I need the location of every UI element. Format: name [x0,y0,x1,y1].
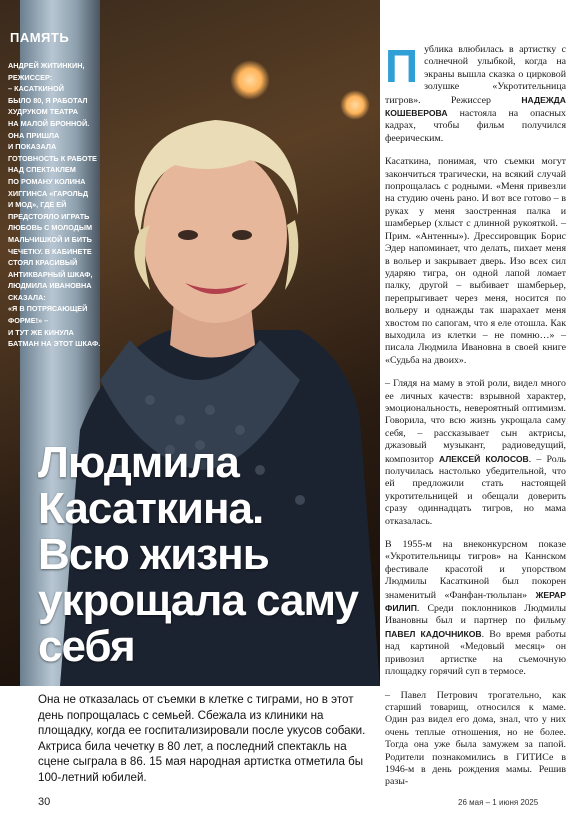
text-run: настояла на опасных кадрах, чтобы фильм получился феерическим. [385,108,566,144]
quote-line: ЛЮДМИЛА ИВАНОВНА [8,281,92,291]
article-paragraph [385,40,566,145]
quote-line: ОНА ПРИШЛА [8,130,60,140]
headline-line: себя [38,622,135,671]
issue-dates: 26 мая – 1 июня 2025 [458,798,539,807]
quote-line: – КАСАТКИНОЙ [8,84,64,94]
quote-line: И ПОКАЗАЛА [8,142,57,152]
headline-line: Касаткина. [38,484,264,533]
article-paragraph [385,378,566,528]
person-name: ЖЕРАР ФИЛИП [385,589,566,614]
quote-line: И МОД», ГДЕ ЕЙ [8,200,67,210]
headline [38,440,378,670]
quote-line: И ТУТ ЖЕ КИНУЛА [8,327,74,337]
quote-line: ХУДРУКОМ ТЕАТРА [8,107,78,117]
drop-cap: П [385,40,419,92]
quote-line: ПРЕДСТОЯЛО ИГРАТЬ [8,211,90,221]
text-run: – Глядя на маму в этой роли, видел много ее личных качеств: взрывной характер, эмоциональность, невероятный оптимизм. Говорила, что всю жизнь укрощала саму себя, – рассказывает сын актрисы, джазовый музыкант, радиоведущий, композитор [385,378,566,465]
text-run: . – Роль получилась настолько убедительной, что ей предложили стать настоящей укротительницей и обещали доверить сразу одиннадцать тигров, но мама отказалась. [385,453,566,527]
article-paragraph: – Павел Петрович трогательно, как старший товарищ, относился к маме. Один раз видел его дома, знал, что у них очень теплые отношения, но не более. Тогда она уже была замужем за папой. Родители познакомились в ГИТИСе в 1946-м в день рождения мамы. Решив разы- [385,689,566,788]
side-quote [8,60,104,350]
quote-line: БЫЛО 80, Я РАБОТАЛ [8,95,88,105]
quote-line: НАД СПЕКТАКЛЕМ [8,165,76,175]
text-run: . Среди поклонников Людмилы Ивановны был и партнер по фильму [385,603,566,627]
person-name: НАДЕЖДА КОШЕВЕРОВА [385,94,566,119]
headline-line: Всю жизнь [38,530,269,579]
quote-line: СКАЗАЛА: [8,292,46,302]
person-name: ПАВЕЛ КАДОЧНИКОВ [385,628,482,639]
article-column [385,40,567,800]
headline-line: укрощала саму [38,576,358,625]
quote-line: АНДРЕЙ ЖИТИНКИН, [8,61,85,70]
text-run: В 1955-м на внеконкурсном показе «Укротительницы тигров» на Каннском фестивале красотой и упорством Людмилы Касаткиной был покорен знаменитый «Фанфан-тюльпан» [385,539,566,601]
article-paragraph [385,539,566,678]
quote-line: ПО РОМАНУ КОЛИНА [8,176,86,186]
headline-line: Людмила [38,438,239,487]
quote-line: СТОЯЛ КРАСИВЫЙ [8,258,78,268]
page-number: 30 [38,796,51,808]
quote-line: МАЛЬЧИШКОЙ И БИТЬ [8,234,92,244]
quote-line: ФОРМЕ!» – [8,316,49,326]
quote-line: ЛЮБОВЬ С МОЛОДЫМ [8,223,93,233]
text-run: ублика влюбилась в артистку с солнечной улыбкой, когда на экраны вышла сказка о цирковой золушке «Укротительница тигров». Режиссер [385,44,566,106]
section-label: ПАМЯТЬ [10,30,70,45]
text-run: . Во время работы над картиной «Медовый месяц» он привозил артистке на съемочную площадку горячий суп в термосе. [385,628,567,678]
lead-paragraph: Она не отказалась от съемки в клетке с тиграми, но в этот день попрощалась с семьей. Сбежала из клиники на площадку, когда ее госпитализировали после укусов собаки. Актриса била чечетку в 80 лет, а последний спектакль на сцене сыграла в 86. 15 мая народная артистка отметила бы 100-летний юбилей. [38,693,366,784]
quote-line: ЧЕЧЕТКУ. В КАБИНЕТЕ [8,246,92,256]
quote-line: БАТМАН НА ЭТОТ ШКАФ. [8,339,101,349]
quote-line: РЕЖИССЕР: [8,72,53,82]
quote-line: ГОТОВНОСТЬ К РАБОТЕ [8,153,97,163]
quote-line: НА МАЛОЙ БРОННОЙ. [8,118,90,128]
article-paragraph: Касаткина, понимая, что съемки могут закончиться трагически, на всякий случай попрощалась с родными. «Меня привезли на студию очень рано. И вот все готово – в руках у меня заостренная палка и шамберьер (хлыст с длинной рукояткой. – Прим. «Антенны»). Дрессировщик Борис Эдер напоминает, что делать, пихает меня в вольер и закрывает дверь. Изо всех сил ударяю тигра, он одной лапой ломает палку, другой – выбивает шамберьер, перепрыгивает через меня, носится по вольеру и однажды так шарахает меня хвостом по сапогам, что я еле отошла. Как выходила из клетки – не помню…» – писала Людмила Ивановна в своей книге «Судьба на двоих». [385,156,566,366]
quote-line: «Я В ПОТРЯСАЮЩЕЙ [8,304,88,314]
person-name: АЛЕКСЕЙ КОЛОСОВ [438,453,529,464]
quote-line: ХИГГИНСА «ГАРОЛЬД [8,188,89,198]
quote-line: АНТИКВАРНЫЙ ШКАФ, [8,269,93,279]
